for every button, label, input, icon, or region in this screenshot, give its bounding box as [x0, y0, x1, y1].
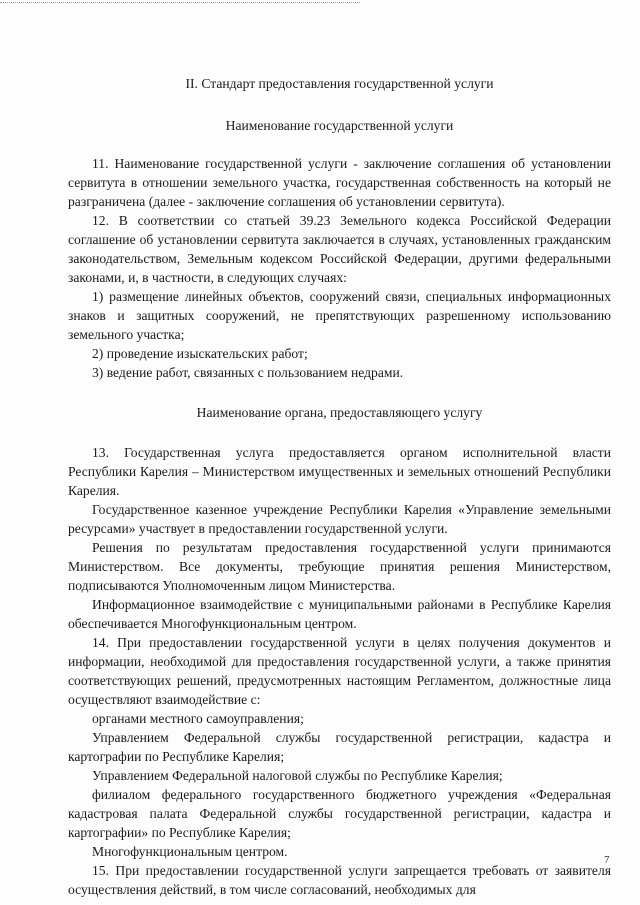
paragraph-14: 14. При предоставлении государственной услуги в целях получения документов и информации, необходимой для предоставления государственной услуги, а также принятия соответствующих решений, предусмотренных настоящим Регламентом, должностные лица осуществляют взаимодействие с:: [68, 635, 611, 707]
paragraph-decisions: Решения по результатам предоставления государственной услуги принимаются Министерством. Все документы, требующие принятия решения Министерством, подписываются Уполномоченным лицом Министерства.: [68, 540, 611, 593]
list-item-rosreestr: Управлением Федеральной службы государственной регистрации, кадастра и картографии по Республике Карелия;: [68, 730, 611, 764]
paragraph-institution: Государственное казенное учреждение Республики Карелия «Управление земельными ресурсами» участвует в предоставлении государственной услуги.: [68, 502, 611, 536]
paragraph-13: 13. Государственная услуга предоставляется органом исполнительной власти Республики Карелия – Министерством имущественных и земельных отношений Республики Карелия.: [68, 445, 611, 498]
list-item-mfc: Многофункциональным центром.: [92, 844, 288, 859]
list-item-3: 3) ведение работ, связанных с пользованием недрами.: [92, 365, 404, 380]
document-page: [68, 66, 611, 899]
paragraph-15: 15. При предоставлении государственной услуги запрещается требовать от заявителя осуществления действий, в том числе согласований, необходимых для: [68, 863, 611, 897]
paragraph-info-interaction: Информационное взаимодействие с муниципальными районами в Республике Карелия обеспечивается Многофункциональным центром.: [68, 597, 611, 631]
list-item-local-government: органами местного самоуправления;: [92, 711, 304, 726]
paragraph-11: 11. Наименование государственной услуги - заключение соглашения об установлении сервитута в отношении земельного участка, государственная собственность на который не разграничена (далее - заключение соглашения об установлении сервитута).: [68, 156, 611, 209]
paragraph-12: 12. В соответствии со статьей 39.23 Земельного кодекса Российской Федерации соглашение об установлении сервитута заключается в случаях, установленных гражданским законодательством, Земельным кодексом Российской Федерации, другими федеральными законами, и, в частности, в следующих случаях:: [68, 213, 611, 285]
list-item-1: 1) размещение линейных объектов, сооружений связи, специальных информационных знаков и защитных сооружений, не препятствующих разрешенному использованию земельного участка;: [68, 289, 611, 342]
top-dotted-rule: [0, 2, 360, 4]
list-item-tax-service: Управлением Федеральной налоговой службы по Республике Карелия;: [92, 768, 503, 783]
page-number: 7: [604, 854, 610, 866]
list-item-cadastral-chamber: филиалом федерального государственного бюджетного учреждения «Федеральная кадастровая палата Федеральной службы государственной регистрации, кадастра и картографии» по Республике Карелия;: [68, 787, 611, 840]
list-item-2: 2) проведение изыскательских работ;: [92, 346, 308, 361]
subtitle-service-name: Наименование государственной услуги: [225, 118, 454, 133]
subtitle-authority: Наименование органа, предоставляющего услугу: [196, 405, 483, 420]
section-title: II. Стандарт предоставления государственной услуги: [185, 76, 494, 91]
